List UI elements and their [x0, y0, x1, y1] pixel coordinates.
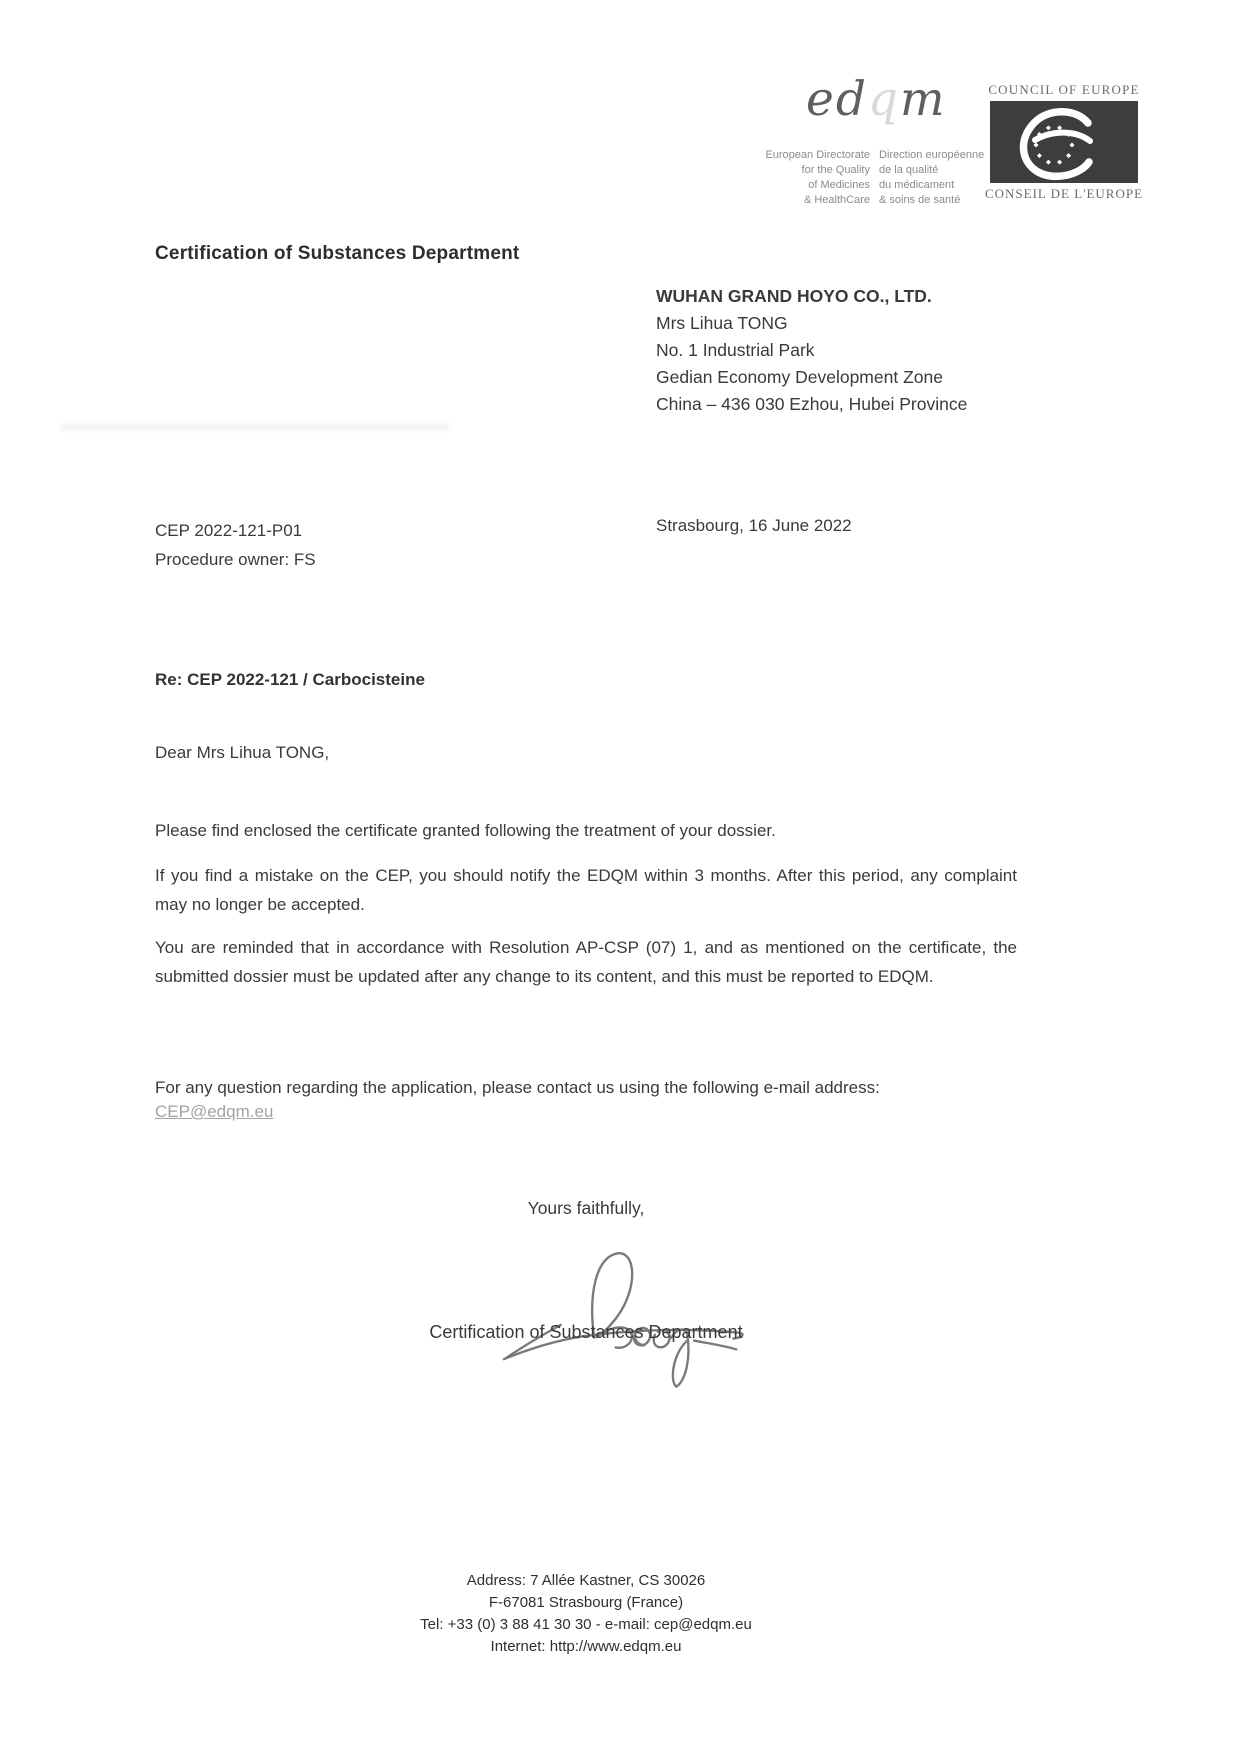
edqm-taglines — [742, 148, 1022, 208]
reference-block — [155, 516, 316, 574]
place-and-date: Strasbourg, 16 June 2022 — [656, 516, 852, 535]
council-of-europe-label-fr: CONSEIL DE L'EUROPE — [984, 186, 1144, 201]
recipient-contact: Mrs Lihua TONG — [656, 313, 788, 333]
salutation: Dear Mrs Lihua TONG, — [155, 743, 330, 762]
tagline-line: & soins de santé — [879, 194, 961, 206]
footer-tel-email-line: Tel: +33 (0) 3 88 41 30 30 - e-mail: cep@edqm.eu — [420, 1616, 752, 1633]
procedure-owner: Procedure owner: FS — [155, 550, 316, 569]
tagline-line: for the Quality — [801, 164, 870, 176]
edqm-tagline-english — [742, 148, 870, 208]
recipient-address-line: No. 1 Industrial Park — [656, 340, 815, 360]
recipient-company: WUHAN GRAND HOYO CO., LTD. — [656, 286, 932, 306]
subject-line: Re: CEP 2022-121 / Carbocisteine — [155, 670, 425, 689]
body-paragraph-2: If you find a mistake on the CEP, you should notify the EDQM within 3 months. After this period, any complaint may no longer be accepted. — [155, 866, 1017, 914]
footer-internet-line: Internet: http://www.edqm.eu — [490, 1638, 682, 1655]
edqm-logo-m: m — [900, 72, 947, 127]
tagline-line: of Medicines — [808, 179, 870, 191]
council-of-europe-emblem-icon — [990, 101, 1138, 183]
signer-department: Certification of Substances Department — [429, 1322, 743, 1342]
body-paragraph-1: Please find enclosed the certificate granted following the treatment of your dossier. — [155, 821, 776, 840]
tagline-line: & HealthCare — [803, 194, 870, 206]
edqm-logo-q-faint: q — [867, 72, 900, 127]
recipient-address-line: China – 436 030 Ezhou, Hubei Province — [656, 394, 968, 414]
recipient-address-block — [656, 283, 1076, 418]
department-heading: Certification of Substances Department — [155, 243, 520, 264]
tagline-line: de la qualité — [879, 164, 939, 176]
edqm-logo — [806, 72, 956, 127]
council-of-europe-label-en: COUNCIL OF EUROPE — [988, 82, 1140, 97]
valediction: Yours faithfully, — [527, 1198, 645, 1218]
cep-reference-number: CEP 2022-121-P01 — [155, 521, 303, 540]
body-paragraph-4: For any question regarding the application, please contact us using the following e-mail address: — [155, 1078, 880, 1097]
body-paragraph-3: You are reminded that in accordance with Resolution AP-CSP (07) 1, and as mentioned on the certificate, the submitted dossier must be updated after any change to its content, and this must be reported to EDQM. — [155, 938, 1017, 986]
scan-artifact — [60, 424, 450, 430]
tagline-line: European Directorate — [765, 149, 870, 161]
footer-address-line: Address: 7 Allée Kastner, CS 30026 — [466, 1572, 706, 1589]
signature-scribble — [498, 1238, 748, 1398]
tagline-line: Direction européenne — [879, 149, 985, 161]
cep-email-link[interactable]: CEP@edqm.eu — [155, 1102, 274, 1121]
recipient-address-line: Gedian Economy Development Zone — [656, 367, 943, 387]
footer-city-line: F-67081 Strasbourg (France) — [488, 1594, 684, 1611]
footer-contact-block — [155, 1570, 1017, 1658]
edqm-logo-ed: ed — [806, 72, 868, 127]
tagline-line: du médicament — [879, 179, 955, 191]
